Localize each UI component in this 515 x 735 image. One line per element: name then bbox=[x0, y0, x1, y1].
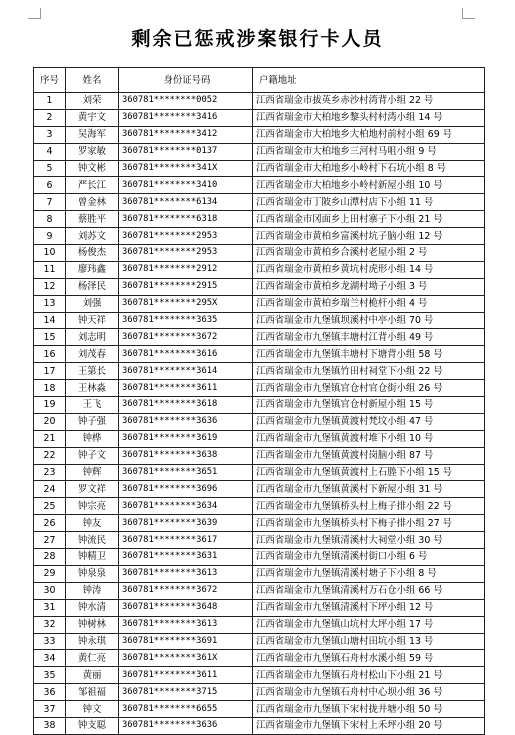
row-name-cell: 杨俊杰 bbox=[66, 245, 119, 262]
row-name-cell: 廖玮鑫 bbox=[66, 261, 119, 278]
row-address-cell: 江西省瑞金市黄柏乡龙湖村坳子小组 3 号 bbox=[253, 278, 485, 295]
table-row bbox=[34, 143, 485, 160]
row-address-cell: 江西省瑞金市九堡镇桥头村下梅子排小组 27 号 bbox=[253, 515, 485, 532]
row-address-cell: 江西省瑞金市九堡镇官仓村官仓街小组 26 号 bbox=[253, 380, 485, 397]
row-address-cell: 江西省瑞金市九堡镇清溪村万石仓小组 66 号 bbox=[253, 582, 485, 599]
table-row bbox=[34, 549, 485, 566]
row-address-cell: 江西省瑞金市九堡镇丰塘村江背小组 49 号 bbox=[253, 329, 485, 346]
table-row bbox=[34, 109, 485, 126]
row-address-cell: 江西省瑞金市九堡镇竹田村祠堂下小组 22 号 bbox=[253, 363, 485, 380]
row-seq-cell: 30 bbox=[34, 582, 66, 599]
table-row bbox=[34, 312, 485, 329]
row-address-cell: 江西省瑞金市九堡镇清溪村大祠堂小组 30 号 bbox=[253, 532, 485, 549]
table-row bbox=[34, 211, 485, 228]
row-name-cell: 罗文祥 bbox=[66, 481, 119, 498]
row-id-cell: 360781********3619 bbox=[119, 430, 253, 447]
row-name-cell: 钟支聪 bbox=[66, 717, 119, 734]
row-name-cell: 刘志明 bbox=[66, 329, 119, 346]
row-name-cell: 吴海军 bbox=[66, 126, 119, 143]
row-id-cell: 360781********3715 bbox=[119, 684, 253, 701]
row-name-cell: 钟友 bbox=[66, 515, 119, 532]
row-name-cell: 王第长 bbox=[66, 363, 119, 380]
row-id-cell: 360781********3611 bbox=[119, 667, 253, 684]
table-row bbox=[34, 717, 485, 734]
row-address-cell: 江西省瑞金市黄柏乡富溪村坑子脑小组 12 号 bbox=[253, 228, 485, 245]
row-seq-cell: 1 bbox=[34, 93, 66, 110]
row-name-cell: 钟永琪 bbox=[66, 633, 119, 650]
row-seq-cell: 7 bbox=[34, 194, 66, 211]
row-name-cell: 钟树林 bbox=[66, 616, 119, 633]
table-row bbox=[34, 160, 485, 177]
row-seq-cell: 16 bbox=[34, 346, 66, 363]
row-name-cell: 钟文 bbox=[66, 701, 119, 718]
row-address-cell: 江西省瑞金市大柏地乡小岭村新屋小组 10 号 bbox=[253, 177, 485, 194]
row-id-cell: 360781********0052 bbox=[119, 93, 253, 110]
row-id-cell: 360781********3638 bbox=[119, 447, 253, 464]
table-row bbox=[34, 633, 485, 650]
row-name-cell: 王飞 bbox=[66, 397, 119, 414]
row-id-cell: 360781********6318 bbox=[119, 211, 253, 228]
table-row bbox=[34, 498, 485, 515]
row-name-cell: 黄宇文 bbox=[66, 109, 119, 126]
row-seq-cell: 2 bbox=[34, 109, 66, 126]
table-row bbox=[34, 481, 485, 498]
row-seq-cell: 20 bbox=[34, 413, 66, 430]
table-row bbox=[34, 413, 485, 430]
row-seq-cell: 17 bbox=[34, 363, 66, 380]
row-seq-cell: 25 bbox=[34, 498, 66, 515]
row-seq-cell: 3 bbox=[34, 126, 66, 143]
row-id-cell: 360781********3636 bbox=[119, 717, 253, 734]
row-id-cell: 360781********0137 bbox=[119, 143, 253, 160]
row-address-cell: 江西省瑞金市九堡镇山塘村田坑小组 13 号 bbox=[253, 633, 485, 650]
page-corner-mark-right bbox=[462, 8, 475, 19]
row-id-cell: 360781********2953 bbox=[119, 228, 253, 245]
row-address-cell: 江西省瑞金市大柏地乡三河村马咀小组 9 号 bbox=[253, 143, 485, 160]
row-id-cell: 360781********361X bbox=[119, 650, 253, 667]
row-name-cell: 刘荣 bbox=[66, 93, 119, 110]
row-id-cell: 360781********3611 bbox=[119, 380, 253, 397]
row-id-cell: 360781********3616 bbox=[119, 346, 253, 363]
row-id-cell: 360781********3648 bbox=[119, 599, 253, 616]
table-body bbox=[34, 93, 485, 735]
table-header-row bbox=[34, 68, 485, 93]
table-row bbox=[34, 363, 485, 380]
row-address-cell: 江西省瑞金市九堡镇黄渡村堆下小组 10 号 bbox=[253, 430, 485, 447]
table-row bbox=[34, 701, 485, 718]
table-row bbox=[34, 194, 485, 211]
row-id-cell: 360781********3635 bbox=[119, 312, 253, 329]
table-row bbox=[34, 93, 485, 110]
row-address-cell: 江西省瑞金市九堡镇黄溪村下新屋小组 31 号 bbox=[253, 481, 485, 498]
row-name-cell: 钟宗亮 bbox=[66, 498, 119, 515]
row-seq-cell: 11 bbox=[34, 261, 66, 278]
row-address-cell: 江西省瑞金市九堡镇清溪村下坪小组 12 号 bbox=[253, 599, 485, 616]
row-name-cell: 钟精卫 bbox=[66, 549, 119, 566]
row-seq-cell: 34 bbox=[34, 650, 66, 667]
table-row bbox=[34, 532, 485, 549]
row-seq-cell: 35 bbox=[34, 667, 66, 684]
row-seq-cell: 36 bbox=[34, 684, 66, 701]
row-name-cell: 严长江 bbox=[66, 177, 119, 194]
table-row bbox=[34, 177, 485, 194]
table-row bbox=[34, 380, 485, 397]
row-id-cell: 360781********3672 bbox=[119, 329, 253, 346]
row-seq-cell: 9 bbox=[34, 228, 66, 245]
row-seq-cell: 8 bbox=[34, 211, 66, 228]
row-id-cell: 360781********3613 bbox=[119, 616, 253, 633]
row-address-cell: 江西省瑞金市丁陂乡山潭村店下小组 11 号 bbox=[253, 194, 485, 211]
row-name-cell: 钟天祥 bbox=[66, 312, 119, 329]
row-id-cell: 360781********2912 bbox=[119, 261, 253, 278]
row-id-cell: 360781********3672 bbox=[119, 582, 253, 599]
row-id-cell: 360781********3416 bbox=[119, 109, 253, 126]
row-seq-cell: 31 bbox=[34, 599, 66, 616]
row-seq-cell: 10 bbox=[34, 245, 66, 262]
row-address-cell: 江西省瑞金市九堡镇官仓村新屋小组 15 号 bbox=[253, 397, 485, 414]
row-id-cell: 360781********3631 bbox=[119, 549, 253, 566]
row-address-cell: 江西省瑞金市九堡镇山坑村大坪小组 17 号 bbox=[253, 616, 485, 633]
row-address-cell: 江西省瑞金市九堡镇黄渡村上石塍下小组 15 号 bbox=[253, 464, 485, 481]
row-id-cell: 360781********3617 bbox=[119, 532, 253, 549]
row-name-cell: 刘茂春 bbox=[66, 346, 119, 363]
row-name-cell: 王林淼 bbox=[66, 380, 119, 397]
row-name-cell: 曾金林 bbox=[66, 194, 119, 211]
row-id-cell: 360781********2915 bbox=[119, 278, 253, 295]
table-row bbox=[34, 346, 485, 363]
header-seq: 序号 bbox=[34, 68, 66, 93]
row-seq-cell: 19 bbox=[34, 397, 66, 414]
row-id-cell: 360781********6655 bbox=[119, 701, 253, 718]
row-name-cell: 黄丽 bbox=[66, 667, 119, 684]
row-id-cell: 360781********3691 bbox=[119, 633, 253, 650]
row-name-cell: 钟子强 bbox=[66, 413, 119, 430]
row-seq-cell: 32 bbox=[34, 616, 66, 633]
table-row bbox=[34, 582, 485, 599]
row-address-cell: 江西省瑞金市九堡镇石舟村松山下小组 21 号 bbox=[253, 667, 485, 684]
row-id-cell: 360781********3636 bbox=[119, 413, 253, 430]
row-id-cell: 360781********3410 bbox=[119, 177, 253, 194]
row-address-cell: 江西省瑞金市大柏地乡大柏地村前村小组 69 号 bbox=[253, 126, 485, 143]
table-row bbox=[34, 565, 485, 582]
row-name-cell: 蔡胜平 bbox=[66, 211, 119, 228]
table-row bbox=[34, 616, 485, 633]
table-row bbox=[34, 667, 485, 684]
row-name-cell: 刘强 bbox=[66, 295, 119, 312]
row-address-cell: 江西省瑞金市黄柏乡黄坑村虎形小组 14 号 bbox=[253, 261, 485, 278]
row-id-cell: 360781********341X bbox=[119, 160, 253, 177]
row-address-cell: 江西省瑞金市九堡镇丰塘村下塘背小组 58 号 bbox=[253, 346, 485, 363]
document-title: 剩余已惩戒涉案银行卡人员 bbox=[131, 28, 384, 50]
row-address-cell: 江西省瑞金市大柏地乡黎头村村湾小组 14 号 bbox=[253, 109, 485, 126]
row-id-cell: 360781********3634 bbox=[119, 498, 253, 515]
personnel-table bbox=[33, 67, 485, 735]
table-row bbox=[34, 228, 485, 245]
page-corner-mark-left bbox=[28, 8, 41, 19]
row-name-cell: 罗家敏 bbox=[66, 143, 119, 160]
row-name-cell: 钟水清 bbox=[66, 599, 119, 616]
row-seq-cell: 22 bbox=[34, 447, 66, 464]
row-name-cell: 钟流民 bbox=[66, 532, 119, 549]
row-seq-cell: 6 bbox=[34, 177, 66, 194]
row-address-cell: 江西省瑞金市黄柏乡合溪村老屋小组 2 号 bbox=[253, 245, 485, 262]
table-row bbox=[34, 684, 485, 701]
row-id-cell: 360781********3618 bbox=[119, 397, 253, 414]
table-row bbox=[34, 245, 485, 262]
row-id-cell: 360781********6134 bbox=[119, 194, 253, 211]
row-seq-cell: 28 bbox=[34, 549, 66, 566]
row-seq-cell: 24 bbox=[34, 481, 66, 498]
row-address-cell: 江西省瑞金市九堡镇下宋村拢井塘小组 50 号 bbox=[253, 701, 485, 718]
table-row bbox=[34, 261, 485, 278]
header-id: 身份证号码 bbox=[119, 68, 253, 93]
table-row bbox=[34, 515, 485, 532]
row-name-cell: 邹祖福 bbox=[66, 684, 119, 701]
row-address-cell: 江西省瑞金市九堡镇坝溪村中亭小组 70 号 bbox=[253, 312, 485, 329]
row-seq-cell: 5 bbox=[34, 160, 66, 177]
row-id-cell: 360781********3639 bbox=[119, 515, 253, 532]
row-address-cell: 江西省瑞金市九堡镇清溪村街口小组 6 号 bbox=[253, 549, 485, 566]
table-row bbox=[34, 126, 485, 143]
row-seq-cell: 26 bbox=[34, 515, 66, 532]
row-address-cell: 江西省瑞金市九堡镇石舟村中心坝小组 36 号 bbox=[253, 684, 485, 701]
row-id-cell: 360781********3614 bbox=[119, 363, 253, 380]
row-address-cell: 江西省瑞金市黄柏乡瑞兰村桅杆小组 4 号 bbox=[253, 295, 485, 312]
header-address: 户籍地址 bbox=[253, 68, 485, 93]
table-row bbox=[34, 430, 485, 447]
row-address-cell: 江西省瑞金市冈面乡上田村寨子下小组 21 号 bbox=[253, 211, 485, 228]
row-address-cell: 江西省瑞金市九堡镇黄渡村梵坟小组 47 号 bbox=[253, 413, 485, 430]
row-address-cell: 江西省瑞金市大柏地乡小岭村下石坑小组 8 号 bbox=[253, 160, 485, 177]
row-id-cell: 360781********2953 bbox=[119, 245, 253, 262]
row-seq-cell: 18 bbox=[34, 380, 66, 397]
row-seq-cell: 13 bbox=[34, 295, 66, 312]
row-seq-cell: 23 bbox=[34, 464, 66, 481]
row-address-cell: 江西省瑞金市九堡镇石舟村水溪小组 59 号 bbox=[253, 650, 485, 667]
row-seq-cell: 27 bbox=[34, 532, 66, 549]
row-seq-cell: 29 bbox=[34, 565, 66, 582]
row-seq-cell: 37 bbox=[34, 701, 66, 718]
row-name-cell: 杨泽民 bbox=[66, 278, 119, 295]
row-address-cell: 江西省瑞金市九堡镇黄渡村岗脑小组 87 号 bbox=[253, 447, 485, 464]
table-row bbox=[34, 599, 485, 616]
row-seq-cell: 38 bbox=[34, 717, 66, 734]
row-name-cell: 钟文彬 bbox=[66, 160, 119, 177]
row-seq-cell: 15 bbox=[34, 329, 66, 346]
row-name-cell: 钟子文 bbox=[66, 447, 119, 464]
row-address-cell: 江西省瑞金市九堡镇清溪村塘子下小组 8 号 bbox=[253, 565, 485, 582]
row-name-cell: 黄仁亮 bbox=[66, 650, 119, 667]
row-address-cell: 江西省瑞金市九堡镇下宋村上禾坪小组 20 号 bbox=[253, 717, 485, 734]
row-id-cell: 360781********3613 bbox=[119, 565, 253, 582]
table-row bbox=[34, 278, 485, 295]
row-name-cell: 钟桦 bbox=[66, 430, 119, 447]
row-seq-cell: 4 bbox=[34, 143, 66, 160]
row-name-cell: 钟辉 bbox=[66, 464, 119, 481]
row-id-cell: 360781********295X bbox=[119, 295, 253, 312]
row-seq-cell: 14 bbox=[34, 312, 66, 329]
table-row bbox=[34, 650, 485, 667]
table-row bbox=[34, 397, 485, 414]
row-seq-cell: 21 bbox=[34, 430, 66, 447]
row-address-cell: 江西省瑞金市九堡镇桥头村上梅子排小组 22 号 bbox=[253, 498, 485, 515]
row-seq-cell: 33 bbox=[34, 633, 66, 650]
row-name-cell: 钟涛 bbox=[66, 582, 119, 599]
row-name-cell: 钟泉泉 bbox=[66, 565, 119, 582]
table-row bbox=[34, 329, 485, 346]
row-name-cell: 刘苏文 bbox=[66, 228, 119, 245]
row-id-cell: 360781********3696 bbox=[119, 481, 253, 498]
row-id-cell: 360781********3412 bbox=[119, 126, 253, 143]
table-row bbox=[34, 447, 485, 464]
row-seq-cell: 12 bbox=[34, 278, 66, 295]
table-row bbox=[34, 295, 485, 312]
row-address-cell: 江西省瑞金市拔英乡赤沙村湾背小组 22 号 bbox=[253, 93, 485, 110]
table-row bbox=[34, 464, 485, 481]
row-id-cell: 360781********3651 bbox=[119, 464, 253, 481]
header-name: 姓名 bbox=[66, 68, 119, 93]
